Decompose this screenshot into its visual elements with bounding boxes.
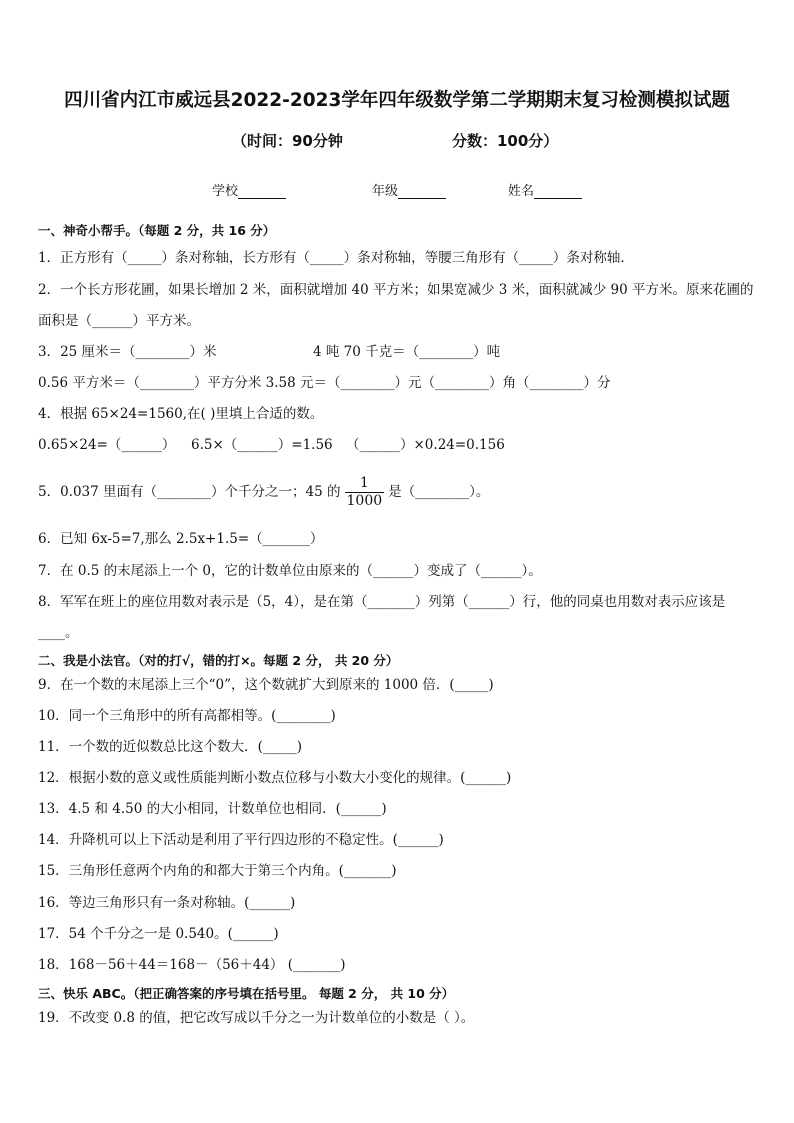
question-11: 11．一个数的近似数总比这个数大．(_____)	[38, 739, 302, 755]
question-2-line-1: 2．一个长方形花圃，如果长增加 2 米，面积就增加 40 平方米；如果宽减少 3 米，面积就减少 90 平方米。原来花圃的	[38, 282, 754, 298]
question-4-part-3: （______）×0.24=0.156	[346, 437, 505, 453]
question-18: 18．168－56＋44＝168－（56＋44） (_______)	[38, 957, 346, 973]
question-3-part-2: 4 吨 70 千克＝（________）吨	[313, 344, 501, 360]
section-1-heading: 一、神奇小帮手。（每题 2 分，共 16 分）	[38, 223, 276, 238]
question-2-line-2: 面积是（______）平方米。	[38, 313, 200, 329]
school-label: 学校	[212, 184, 239, 199]
question-4: 4．根据 65×24=1560,在( )里填上合适的数。	[38, 406, 324, 422]
fraction-denominator: 1000	[346, 493, 383, 509]
question-3-part-1: 3．25 厘米＝（________）米	[38, 344, 217, 360]
time-limit: （时间：90分钟	[232, 132, 343, 150]
fraction-one-thousandth	[345, 475, 385, 510]
section-2-heading: 二、我是小法官。（对的打√，错的打×。每题 2 分， 共 20 分）	[38, 653, 399, 668]
question-6: 6．已知 6x-5=7,那么 2.5x+1.5=（_______）	[38, 531, 324, 547]
grade-blank[interactable]	[398, 185, 446, 199]
fraction-numerator: 1	[345, 475, 385, 493]
question-5-text-2: 是（________）。	[388, 484, 490, 500]
school-blank[interactable]	[238, 185, 286, 199]
grade-label: 年级	[372, 184, 399, 199]
school-field[interactable]	[212, 180, 286, 199]
question-15: 15．三角形任意两个内角的和都大于第三个内角。(_______)	[38, 863, 397, 879]
question-12: 12．根据小数的意义或性质能判断小数点位移与小数大小变化的规律。(______)	[38, 770, 512, 786]
question-8-line-2: ____。	[38, 625, 79, 641]
question-14: 14．升降机可以上下活动是利用了平行四边形的不稳定性。(______)	[38, 832, 444, 848]
question-19: 19．不改变 0.8 的值，把它改写成以千分之一为计数单位的小数是（ ）。	[38, 1010, 475, 1026]
section-3-heading: 三、快乐 ABC。（把正确答案的序号填在括号里。 每题 2 分， 共 10 分）	[38, 986, 455, 1001]
total-score: 分数：100分）	[452, 132, 559, 150]
question-3-part-3: 0.56 平方米＝（________）平方分米 3.58 元＝（________）元（________）角（________）分	[38, 375, 611, 391]
question-5-text-1: 5．0.037 里面有（________）个千分之一；45 的	[38, 484, 341, 500]
question-17: 17．54 个千分之一是 0.540。(______)	[38, 926, 279, 942]
question-5	[38, 472, 489, 512]
question-4-part-2: 6.5×（______）=1.56	[191, 437, 333, 453]
question-4-part-1: 0.65×24=（______）	[38, 437, 176, 453]
question-8-line-1: 8．军军在班上的座位用数对表示是（5，4），是在第（_______）列第（______）行，他的同桌也用数对表示应该是	[38, 594, 726, 610]
question-10: 10．同一个三角形中的所有高都相等。(________)	[38, 708, 336, 724]
question-16: 16．等边三角形只有一条对称轴。(______)	[38, 895, 296, 911]
question-9: 9．在一个数的末尾添上三个“0”，这个数就扩大到原来的 1000 倍．(_____)	[38, 677, 494, 693]
question-1: 1．正方形有（_____）条对称轴，长方形有（_____）条对称轴，等腰三角形有（_____）条对称轴．	[38, 250, 634, 266]
name-blank[interactable]	[534, 185, 582, 199]
page-title: 四川省内江市威远县2022-2023学年四年级数学第二学期期末复习检测模拟试题	[64, 90, 730, 111]
name-label: 姓名	[508, 184, 535, 199]
grade-field[interactable]	[372, 180, 446, 199]
question-13: 13．4.5 和 4.50 的大小相同，计数单位也相同．(______)	[38, 801, 387, 817]
question-7: 7．在 0.5 的末尾添上一个 0，它的计数单位由原来的（______）变成了（______）。	[38, 563, 542, 579]
name-field[interactable]	[508, 180, 582, 199]
